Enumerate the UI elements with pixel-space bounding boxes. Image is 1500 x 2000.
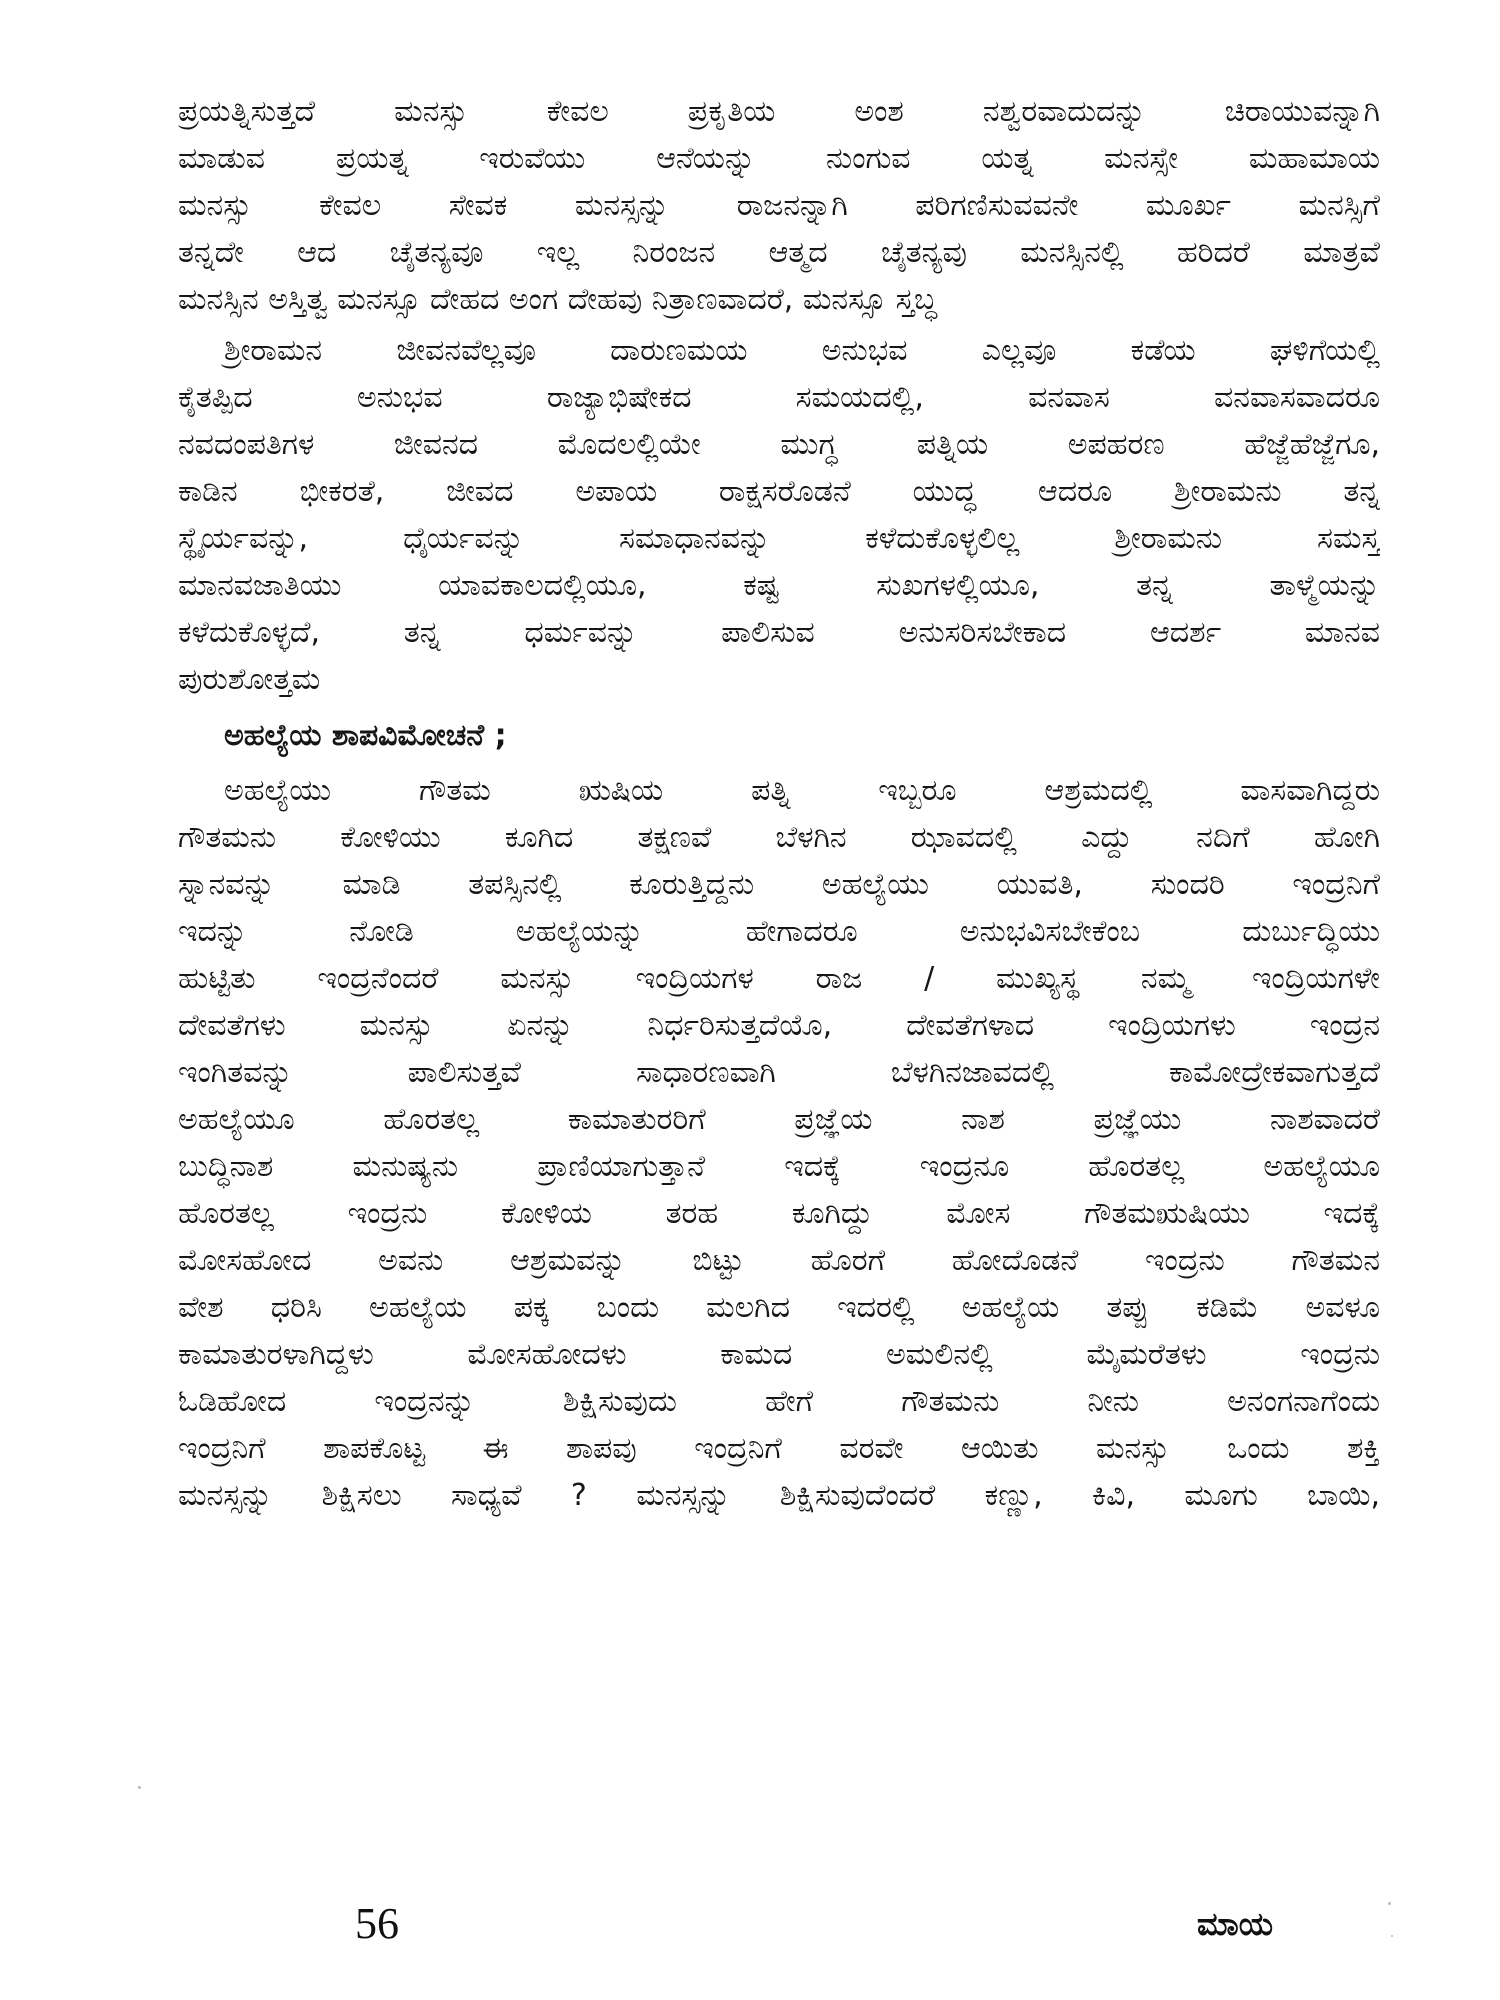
text-line: ಸ್ನಾನವನ್ನು ಮಾಡಿ ತಪಸ್ಸಿನಲ್ಲಿ ಕೂರುತ್ತಿದ್ದನು ಅಹಲ್ಯೆಯು ಯುವತಿ, ಸುಂದರಿ ಇಂದ್ರನಿಗೆ: [178, 867, 1380, 902]
scan-speck: [1391, 1935, 1393, 1937]
text-line: ನವದಂಪತಿಗಳ ಜೀವನದ ಮೊದಲಲ್ಲಿಯೇ ಮುಗ್ಧ ಪತ್ನಿಯ ಅಪಹರಣ ಹೆಜ್ಜೆಹೆಜ್ಜೆಗೂ,: [178, 427, 1380, 462]
text-line: ಅಹಲ್ಯೆಯೂ ಹೊರತಲ್ಲ ಕಾಮಾತುರರಿಗೆ ಪ್ರಜ್ಞೆಯ ನಾಶ ಪ್ರಜ್ಞೆಯು ನಾಶವಾದರೆ: [178, 1102, 1380, 1137]
text-line: ಹುಟ್ಟಿತು ಇಂದ್ರನೆಂದರೆ ಮನಸ್ಸು ಇಂದ್ರಿಯಗಳ ರಾಜ / ಮುಖ್ಯಸ್ಥ ನಮ್ಮ ಇಂದ್ರಿಯಗಳೇ: [178, 961, 1380, 996]
text-line: ಇಂದ್ರನಿಗೆ ಶಾಪಕೊಟ್ಟ ಈ ಶಾಪವು ಇಂದ್ರನಿಗೆ ವರವೇ ಆಯಿತು ಮನಸ್ಸು ಒಂದು ಶಕ್ತಿ: [178, 1431, 1380, 1466]
page-number: 56: [355, 1899, 399, 1948]
text-line: ಕೈತಪ್ಪಿದ ಅನುಭವ ರಾಜ್ಯಾಭಿಷೇಕದ ಸಮಯದಲ್ಲಿ, ವನವಾಸ ವನವಾಸವಾದರೂ: [178, 380, 1380, 415]
text-line: ಸ್ಥೈರ್ಯವನ್ನು, ಧೈರ್ಯವನ್ನು ಸಮಾಧಾನವನ್ನು ಕಳೆದುಕೊಳ್ಳಲಿಲ್ಲ ಶ್ರೀರಾಮನು ಸಮಸ್ತ: [178, 521, 1380, 556]
text-line: ಮನಸ್ಸು ಕೇವಲ ಸೇವಕ ಮನಸ್ಸನ್ನು ರಾಜನನ್ನಾಗಿ ಪರಿಗಣಿಸುವವನೇ ಮೂರ್ಖ ಮನಸ್ಸಿಗೆ: [178, 188, 1380, 223]
text-line: ಬುದ್ಧಿನಾಶ ಮನುಷ್ಯನು ಪ್ರಾಣಿಯಾಗುತ್ತಾನೆ ಇದಕ್ಕೆ ಇಂದ್ರನೂ ಹೊರತಲ್ಲ ಅಹಲ್ಯೆಯೂ: [178, 1149, 1380, 1184]
text-line: ಅಹಲ್ಯೆಯು ಗೌತಮ ಋಷಿಯ ಪತ್ನಿ ಇಬ್ಬರೂ ಆಶ್ರಮದಲ್ಲಿ ವಾಸವಾಗಿದ್ದರು: [224, 773, 1380, 808]
text-line: ಮಾನವಜಾತಿಯು ಯಾವಕಾಲದಲ್ಲಿಯೂ, ಕಷ್ಟ ಸುಖಗಳಲ್ಲಿಯೂ, ತನ್ನ ತಾಳ್ಮೆಯನ್ನು: [178, 568, 1380, 603]
text-line: ವೇಶ ಧರಿಸಿ ಅಹಲ್ಯೆಯ ಪಕ್ಕ ಬಂದು ಮಲಗಿದ ಇದರಲ್ಲಿ ಅಹಲ್ಯೆಯ ತಪ್ಪು ಕಡಿಮೆ ಅವಳೂ: [178, 1290, 1380, 1325]
text-line: ಮೋಸಹೋದ ಅವನು ಆಶ್ರಮವನ್ನು ಬಿಟ್ಟು ಹೊರಗೆ ಹೋದೊಡನೆ ಇಂದ್ರನು ಗೌತಮನ: [178, 1243, 1380, 1278]
text-line: ಕಳೆದುಕೊಳ್ಳದೆ, ತನ್ನ ಧರ್ಮವನ್ನು ಪಾಲಿಸುವ ಅನುಸರಿಸಬೇಕಾದ ಆದರ್ಶ ಮಾನವ: [178, 615, 1380, 650]
text-line: ಓಡಿಹೋದ ಇಂದ್ರನನ್ನು ಶಿಕ್ಷಿಸುವುದು ಹೇಗೆ ಗೌತಮನು ನೀನು ಅನಂಗನಾಗೆಂದು: [178, 1384, 1380, 1419]
paragraph-1: [178, 88, 1380, 323]
text-line: ಕಾಡಿನ ಭೀಕರತೆ, ಜೀವದ ಅಪಾಯ ರಾಕ್ಷಸರೊಡನೆ ಯುದ್ಧ ಆದರೂ ಶ್ರೀರಾಮನು ತನ್ನ: [178, 474, 1380, 509]
text-line: ಇಂಗಿತವನ್ನು ಪಾಲಿಸುತ್ತವೆ ಸಾಧಾರಣವಾಗಿ ಬೆಳಗಿನಜಾವದಲ್ಲಿ ಕಾಮೋದ್ರೇಕವಾಗುತ್ತದೆ: [178, 1055, 1380, 1090]
text-line: ಪ್ರಯತ್ನಿಸುತ್ತದೆ ಮನಸ್ಸು ಕೇವಲ ಪ್ರಕೃತಿಯ ಅಂಶ ನಶ್ವರವಾದುದನ್ನು ಚಿರಾಯುವನ್ನಾಗಿ: [178, 94, 1380, 129]
text-line: ಹೊರತಲ್ಲ ಇಂದ್ರನು ಕೋಳಿಯ ತರಹ ಕೂಗಿದ್ದು ಮೋಸ ಗೌತಮಋಷಿಯು ಇದಕ್ಕೆ: [178, 1196, 1380, 1231]
running-title: ಮಾಯ: [1197, 1905, 1274, 1943]
section-heading: ಅಹಲ್ಯೆಯ ಶಾಪವಿಮೋಚನೆ ;: [224, 718, 507, 753]
scan-speck: [138, 1786, 141, 1789]
text-line: ಕಾಮಾತುರಳಾಗಿದ್ದಳು ಮೋಸಹೋದಳು ಕಾಮದ ಅಮಲಿನಲ್ಲಿ ಮೈಮರೆತಳು ಇಂದ್ರನು: [178, 1337, 1380, 1372]
text-line: ಶ್ರೀರಾಮನ ಜೀವನವೆಲ್ಲವೂ ದಾರುಣಮಯ ಅನುಭವ ಎಲ್ಲವೂ ಕಡೆಯ ಘಳಿಗೆಯಲ್ಲಿ: [224, 333, 1380, 368]
text-line: ದೇವತೆಗಳು ಮನಸ್ಸು ಏನನ್ನು ನಿರ್ಧರಿಸುತ್ತದೆಯೊ, ದೇವತೆಗಳಾದ ಇಂದ್ರಿಯಗಳು ಇಂದ್ರನ: [178, 1008, 1380, 1043]
text-line: ಪುರುಶೋತ್ತಮ: [178, 662, 321, 697]
text-line: ಮನಸ್ಸಿನ ಅಸ್ತಿತ್ವ ಮನಸ್ಸೂ ದೇಹದ ಅಂಗ ದೇಹವು ನಿತ್ರಾಣವಾದರೆ, ಮನಸ್ಸೂ ಸ್ತಬ್ಧ: [178, 282, 937, 317]
body-text: [178, 88, 1380, 1519]
paragraph-2: [178, 327, 1380, 703]
text-line: ಗೌತಮನು ಕೋಳಿಯು ಕೂಗಿದ ತಕ್ಷಣವೆ ಬೆಳಗಿನ ಝಾವದಲ್ಲಿ ಎದ್ದು ನದಿಗೆ ಹೋಗಿ: [178, 820, 1380, 855]
scan-speck: [1388, 1902, 1391, 1905]
text-line: ತನ್ನದೇ ಆದ ಚೈತನ್ಯವೂ ಇಲ್ಲ ನಿರಂಜನ ಆತ್ಮದ ಚೈತನ್ಯವು ಮನಸ್ಸಿನಲ್ಲಿ ಹರಿದರೆ ಮಾತ್ರವೆ: [178, 235, 1380, 270]
paragraph-3: [178, 767, 1380, 1519]
text-line: ಇದನ್ನು ನೋಡಿ ಅಹಲ್ಯೆಯನ್ನು ಹೇಗಾದರೂ ಅನುಭವಿಸಬೇಕೆಂಬ ದುರ್ಬುದ್ಧಿಯು: [178, 914, 1380, 949]
text-line: ಮಾಡುವ ಪ್ರಯತ್ನ ಇರುವೆಯು ಆನೆಯನ್ನು ನುಂಗುವ ಯತ್ನ ಮನಸ್ಸೇ ಮಹಾಮಾಯ: [178, 141, 1380, 176]
text-line: ಮನಸ್ಸನ್ನು ಶಿಕ್ಷಿಸಲು ಸಾಧ್ಯವೆ ? ಮನಸ್ಸನ್ನು ಶಿಕ್ಷಿಸುವುದೆಂದರೆ ಕಣ್ಣು, ಕಿವಿ, ಮೂಗು ಬಾಯಿ,: [178, 1478, 1380, 1513]
